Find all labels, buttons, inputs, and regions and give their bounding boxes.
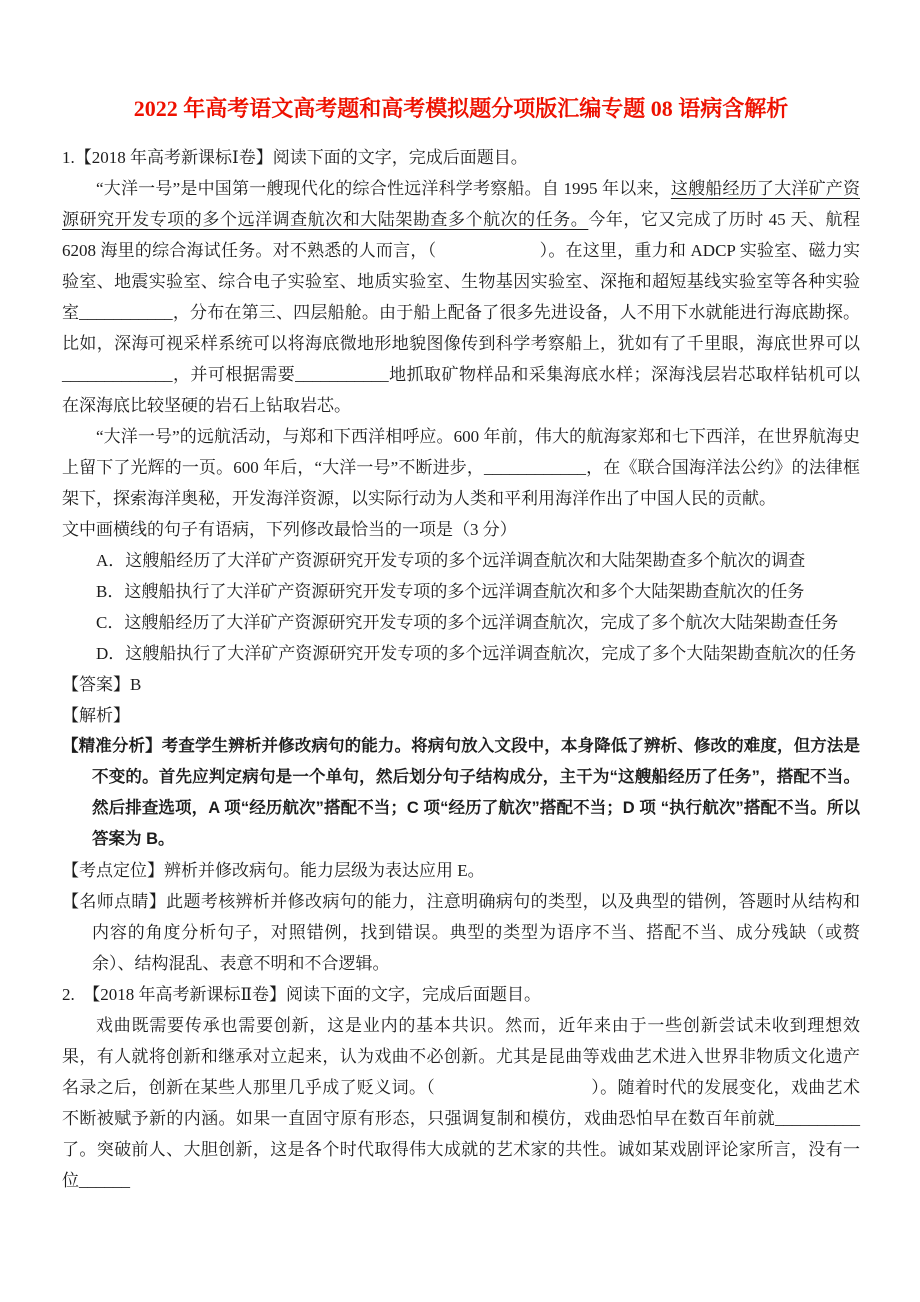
q1-option-b: B．这艘船执行了大洋矿产资源研究开发专项的多个远洋调查航次和多个大陆架勘查航次的任务 <box>96 582 805 601</box>
q1-question-stem: 文中画横线的句子有语病，下列修改最恰当的一项是（3 分） <box>62 520 517 539</box>
q1-heading: 1.【2018 年高考新课标Ⅰ卷】阅读下面的文字，完成后面题目。 <box>62 148 528 167</box>
q1-passage-2: “大洋一号”的远航活动，与郑和下西洋相呼应。600 年前，伟大的航海家郑和七下西洋，在世界航海史上留下了光辉的一页。600 年后，“大洋一号”不断进步，____________，在《联合国海洋法公约》的法律框架下，探索海洋奥秘，开发海洋资源，以实际行动为人类和平利用海洋作出了中国人民的贡献。 <box>62 427 860 508</box>
q1-option-a: A．这艘船经历了大洋矿产资源研究开发专项的多个远洋调查航次和大陆架勘查多个航次的调查 <box>96 551 806 570</box>
q1-answer: 【答案】B <box>62 675 142 694</box>
q1-option-c: C．这艘船经历了大洋矿产资源研究开发专项的多个远洋调查航次，完成了多个航次大陆架勘查任务 <box>96 613 839 632</box>
q2-heading: 2. 【2018 年高考新课标Ⅱ卷】阅读下面的文字，完成后面题目。 <box>62 985 542 1004</box>
q1-passage-1-lead: “大洋一号”是中国第一艘现代化的综合性远洋科学考察船。自 1995 年以来， <box>96 179 671 198</box>
q1-exam-point: 【考点定位】辨析并修改病句。能力层级为表达应用 E。 <box>62 861 485 880</box>
page-title: 2022 年高考语文高考题和高考模拟题分项版汇编专题 08 语病含解析 <box>133 96 789 121</box>
q1-passage-1 <box>62 173 860 421</box>
q1-passage-1-rest: 今年，它又完成了历时 45 天、航程 6208 海里的综合海试任务。对不熟悉的人而言，（ ）。在这里，重力和 ADCP 实验室、磁力实验室、地震实验室、综合电子实验室、地质实验室、生物基因实验室、深拖和超短基线实验室等各种实验室___________，分布在第三、四层船舱。由于船上配备了很多先进设备，人不用下水就能进行海底勘探。比如，深海可视采样系统可以将海底微地形地貌图像传到科学考察船上，犹如有了千里眼，海底世界可以_____________，并可根据需要___________地抓取矿物样品和采集海底水样；深海浅层岩芯取样钻机可以在深海底比较坚硬的岩石上钻取岩芯。 <box>62 210 861 415</box>
q1-underlined-sentence: 这艘船经历了大洋矿产资源研究开发专项的多个远洋调查航次和大陆架勘查多个航次的任务。 <box>62 179 860 229</box>
q1-option-d: D．这艘船执行了大洋矿产资源研究开发专项的多个远洋调查航次，完成了多个大陆架勘查航次的任务 <box>96 644 857 663</box>
q2-passage: 戏曲既需要传承也需要创新，这是业内的基本共识。然而，近年来由于一些创新尝试未收到理想效果，有人就将创新和继承对立起来，认为戏曲不必创新。尤其是昆曲等戏曲艺术进入世界非物质文化遗产名录之后，创新在某些人那里几乎成了贬义词。（ ）。随着时代的发展变化，戏曲艺术不断被赋予新的内涵。如果一直固守原有形态，只强调复制和模仿，戏曲恐怕早在数百年前就__________了。突破前人、大胆创新，这是各个时代取得伟大成就的艺术家的共性。诚如某戏剧评论家所言，没有一位______ <box>62 1016 860 1190</box>
q1-teacher-tip: 【名师点睛】此题考核辨析并修改病句的能力，注意明确病句的类型，以及典型的错例，答题时从结构和内容的角度分析句子，对照错例，找到错误。典型的类型为语序不当、搭配不当、成分残缺（或赘余）、结构混乱、表意不明和不合逻辑。 <box>62 892 860 973</box>
q1-precise-analysis: 【精准分析】考查学生辨析并修改病句的能力。将病句放入文段中，本身降低了辨析、修改的难度，但方法是不变的。首先应判定病句是一个单句，然后划分句子结构成分，主干为“这艘船经历了任务”，搭配不当。然后排查选项，A 项“经历航次”搭配不当；C 项“经历了航次”搭配不当；D 项 “执行航次”搭配不当。所以答案为 B。 <box>62 737 860 848</box>
q1-analysis-label: 【解析】 <box>62 706 130 725</box>
